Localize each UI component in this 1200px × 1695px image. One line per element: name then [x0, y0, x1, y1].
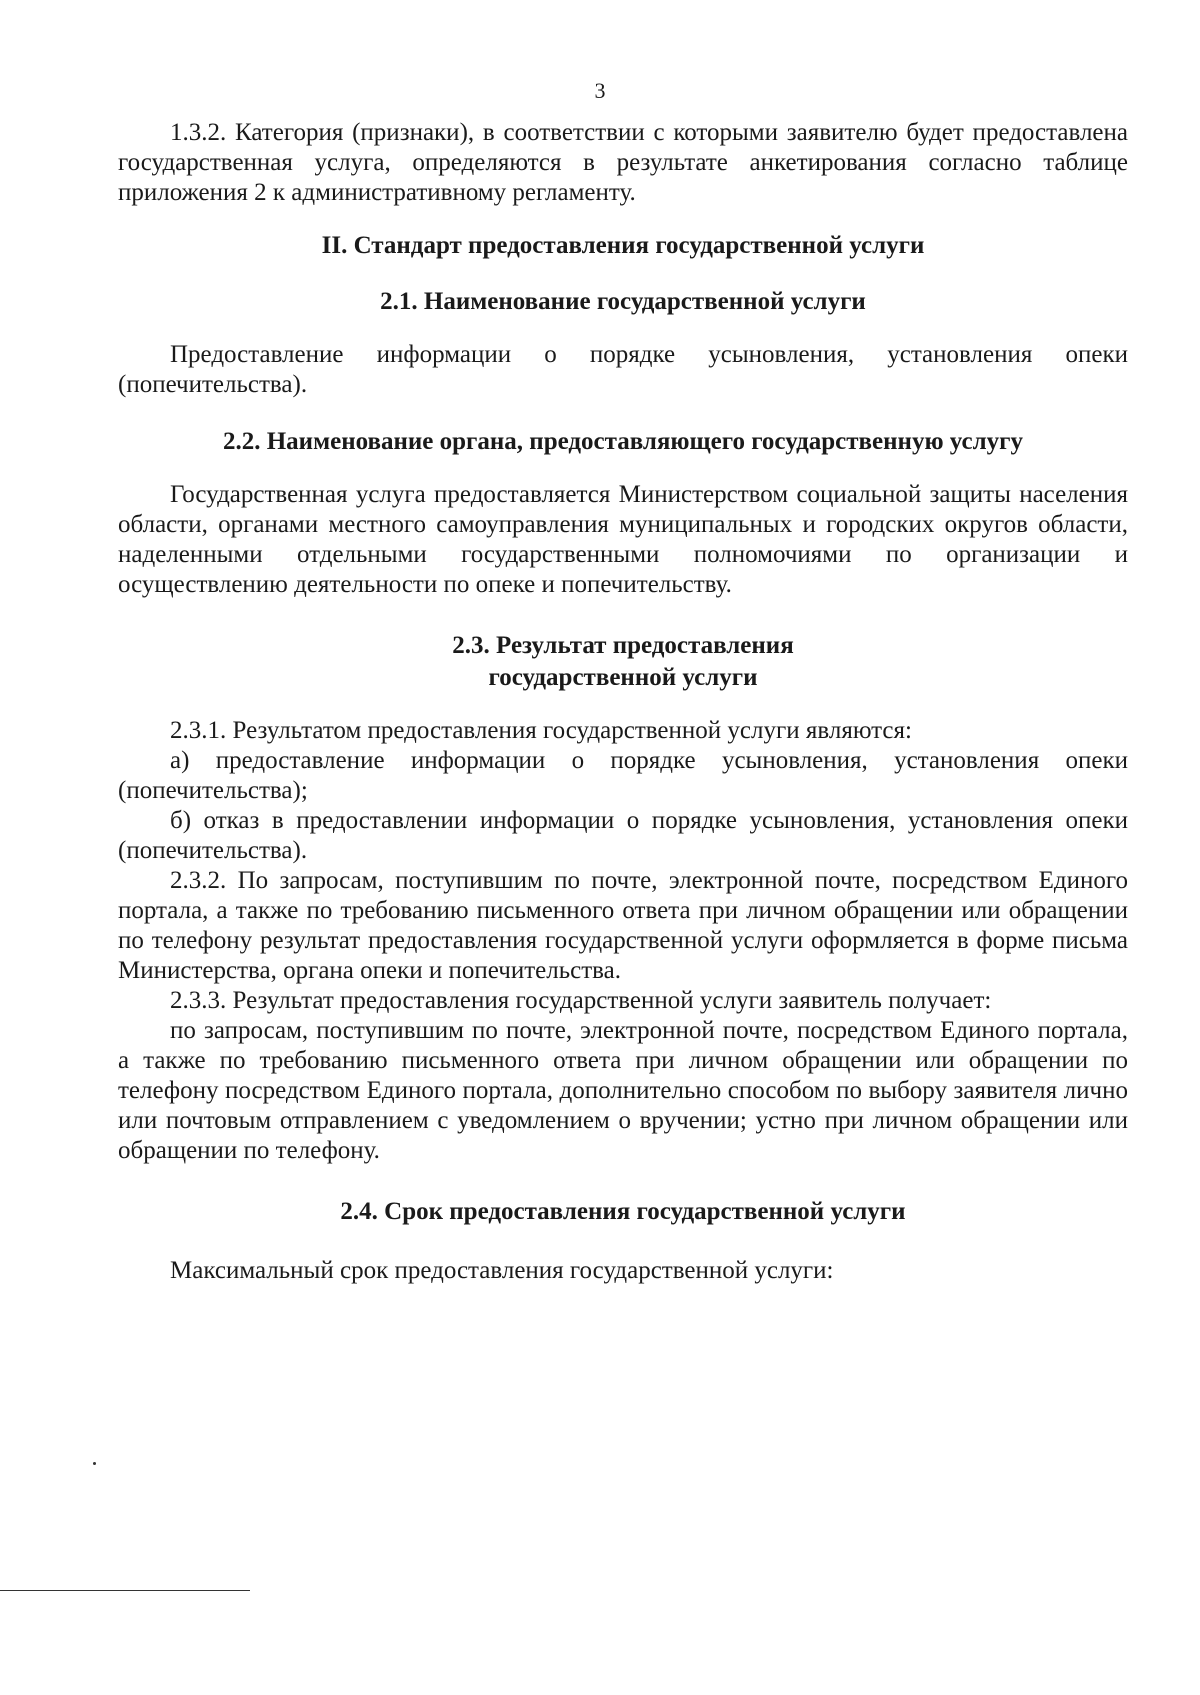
heading-2-1: 2.1. Наименование государственной услуги — [380, 288, 866, 315]
paragraph-1-3-2: 1.3.2. Категория (признаки), в соответствии с которыми заявителю будет предоставлена государственная услуга, определяются в результате анкетирования согласно таблице приложения 2 к административному регламенту. — [118, 119, 1128, 206]
heading-2-2: 2.2. Наименование органа, предоставляющего государственную услугу — [222, 428, 1024, 455]
document-body — [118, 118, 1128, 1286]
scan-speck — [93, 1462, 96, 1465]
paragraph-2-4-text: Максимальный срок предоставления государственной услуги: — [170, 1257, 834, 1284]
scan-edge-line — [0, 1590, 250, 1591]
paragraph-2-3-3: 2.3.3. Результат предоставления государственной услуги заявитель получает: — [170, 987, 992, 1014]
page-number: 3 — [594, 78, 606, 103]
paragraph-2-3-1: 2.3.1. Результатом предоставления государственной услуги являются: — [170, 717, 912, 744]
section-heading-standard: II. Стандарт предоставления государственной услуги — [321, 232, 925, 259]
paragraph-2-1-text: Предоставление информации о порядке усыновления, установления опеки (попечительства). — [118, 341, 1128, 398]
heading-2-3: 2.3. Результат предоставления государственной услуги — [452, 632, 794, 691]
paragraph-2-2-text: Государственная услуга предоставляется Министерством социальной защиты населения области, органами местного самоуправления муниципальных и городских округов области, наделенными отдельными государственными полномочиями по организации и осуществлению деятельности по опеке и попечительству. — [118, 481, 1128, 598]
paragraph-2-3-3-details: по запросам, поступившим по почте, электронной почте, посредством Единого портала, а также по требованию письменного ответа при личном обращении или обращении по телефону посредством Единого портала, дополнительно способом по выбору заявителя лично или почтовым отправлением с уведомлением о вручении; устно при личном обращении или обращении по телефону. — [118, 1017, 1128, 1164]
heading-2-4: 2.4. Срок предоставления государственной услуги — [340, 1198, 906, 1225]
paragraph-2-3-1-a: а) предоставление информации о порядке усыновления, установления опеки (попечительства); — [118, 747, 1128, 804]
paragraph-2-3-2: 2.3.2. По запросам, поступившим по почте, электронной почте, посредством Единого портала, а также по требованию письменного ответа при личном обращении или обращении по телефону результат предоставления государственной услуги оформляется в форме письма Министерства, органа опеки и попечительства. — [118, 867, 1128, 984]
paragraph-2-3-1-b: б) отказ в предоставлении информации о порядке усыновления, установления опеки (попечительства). — [118, 807, 1128, 864]
